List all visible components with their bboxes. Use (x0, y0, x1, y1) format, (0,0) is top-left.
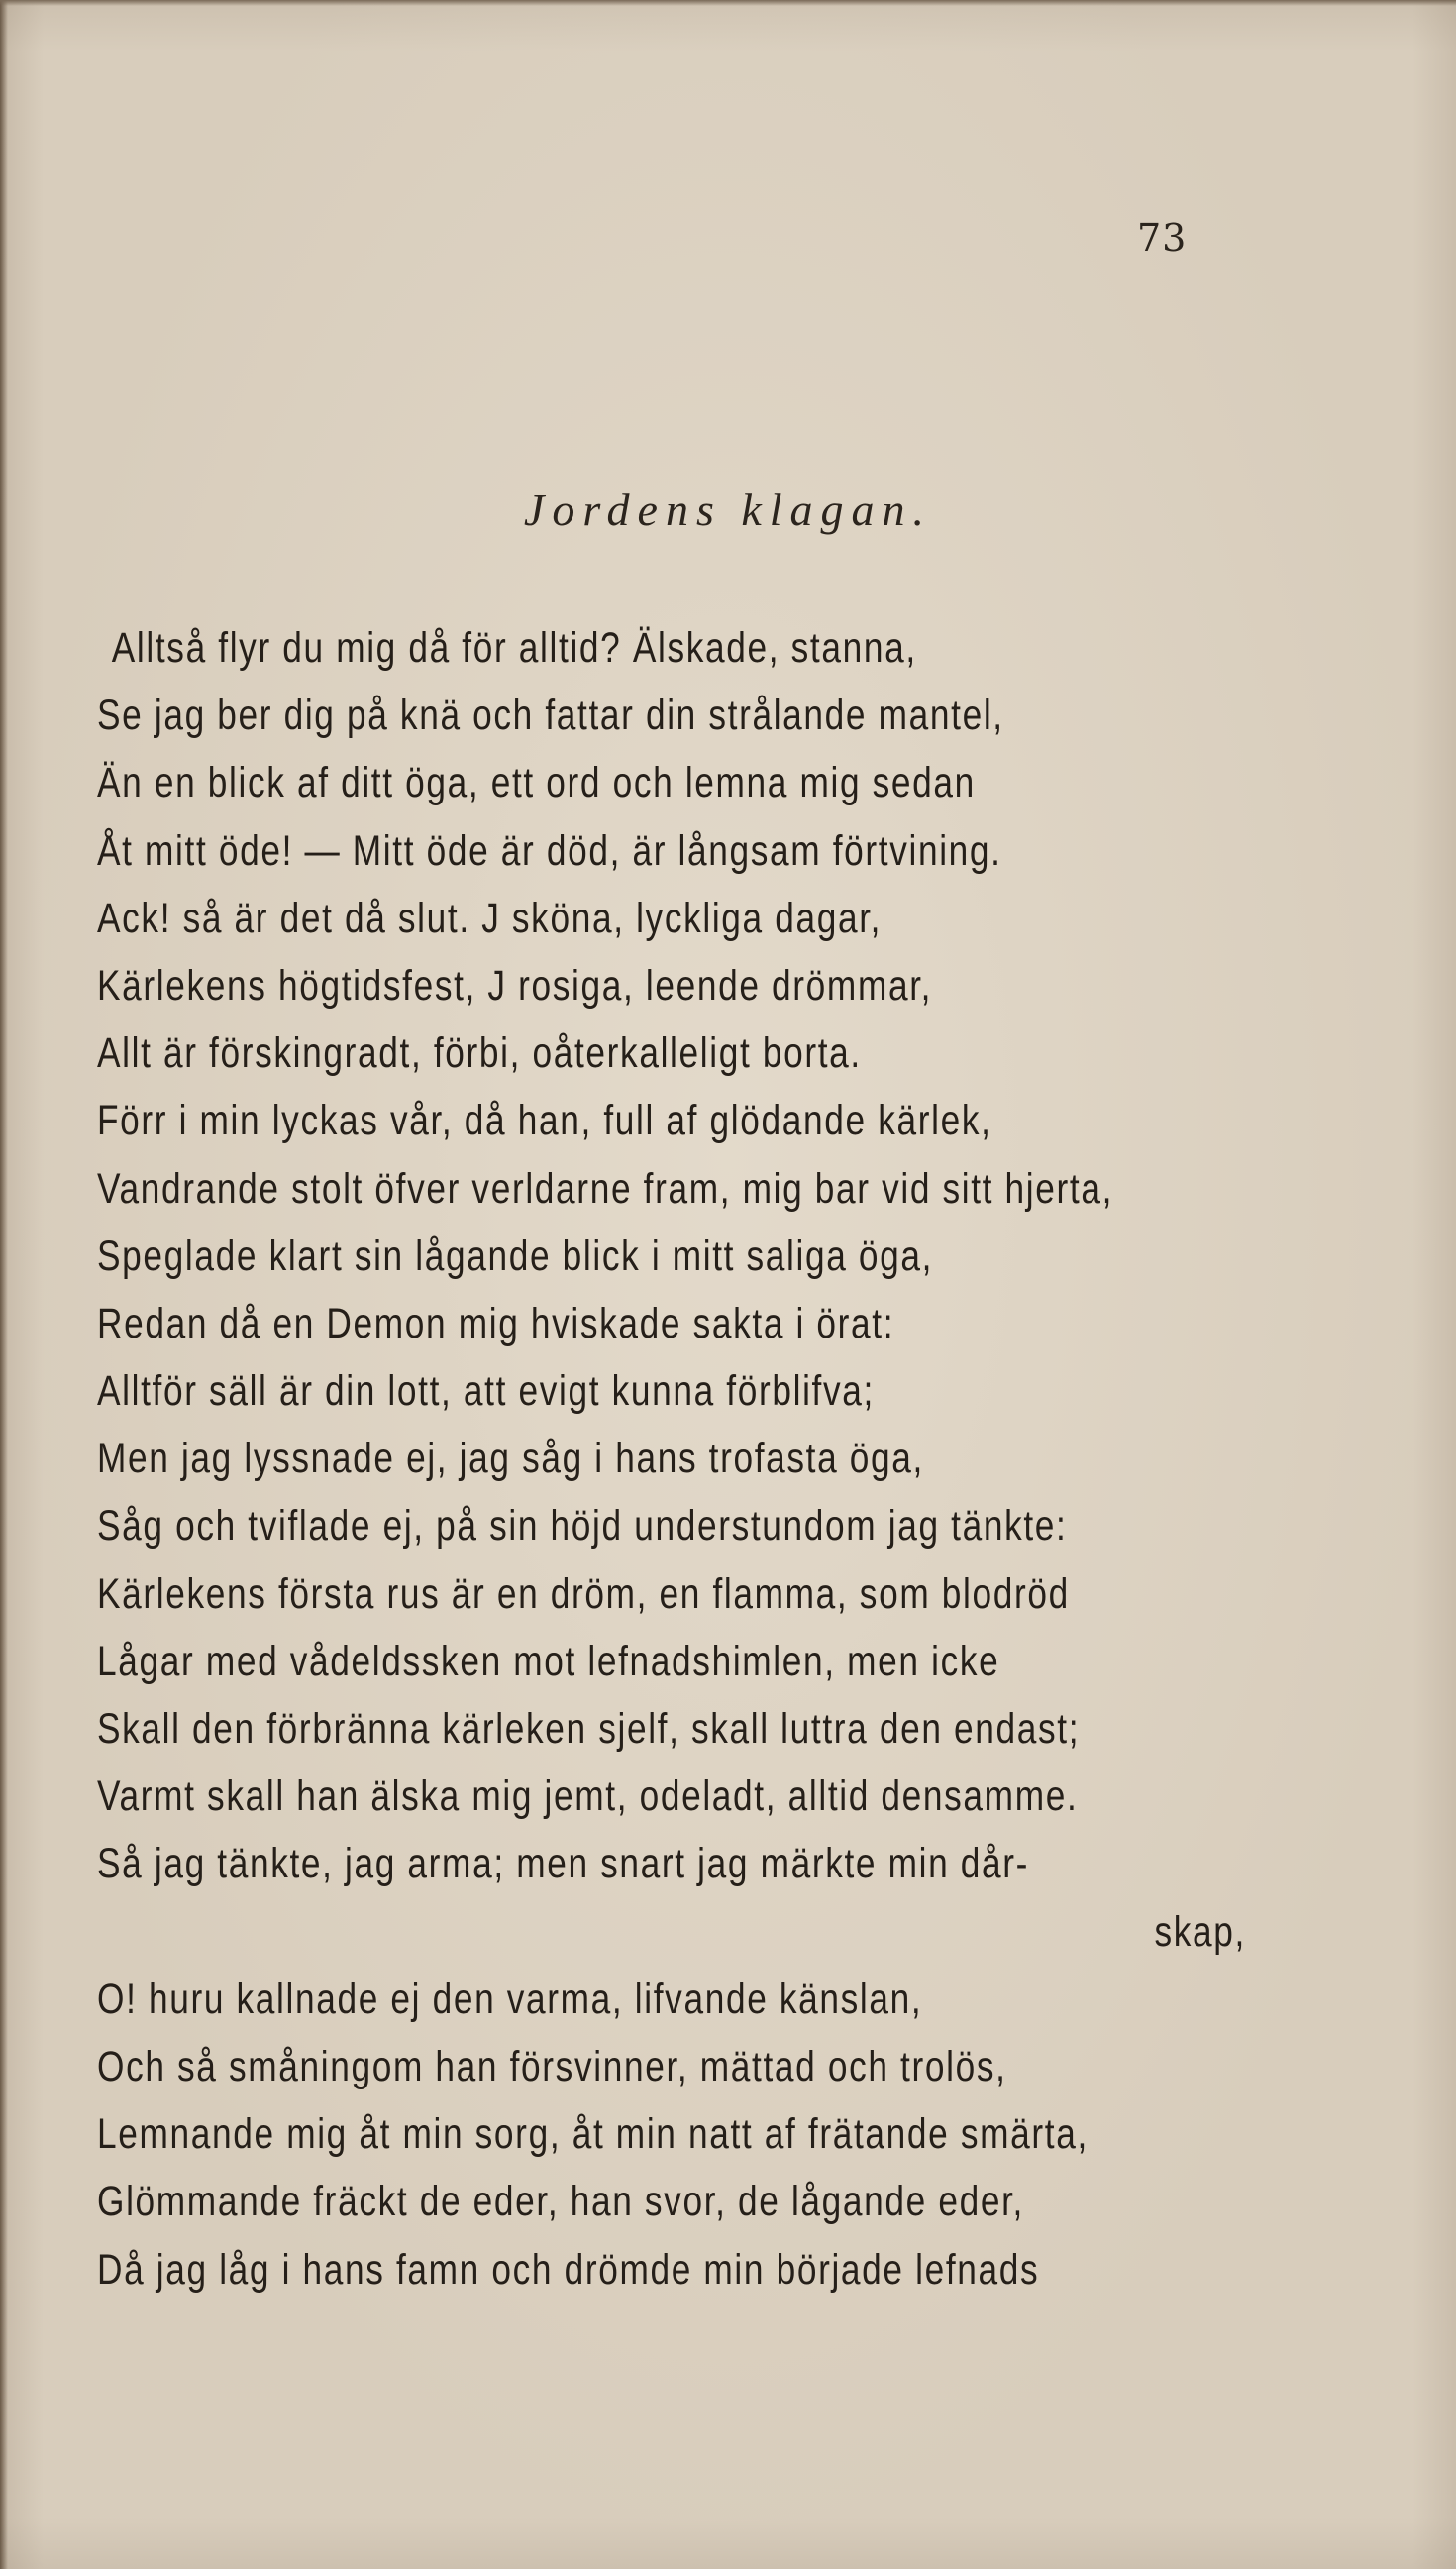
verse-line: Men jag lyssnade ej, jag såg i hans trofasta öga, (97, 1435, 924, 1483)
verse-line: O! huru kallnade ej den varma, lifvande känslan, (97, 1975, 923, 2023)
verse-line: Åt mitt öde! — Mitt öde är död, är långsam förtvining. (97, 826, 1002, 875)
verse-line: Se jag ber dig på knä och fattar din strålande mantel, (97, 692, 1004, 740)
page-top-edge (0, 0, 1456, 6)
verse-line: Redan då en Demon mig hviskade sakta i örat: (97, 1299, 895, 1347)
verse-line: Och så småningom han försvinner, mättad och trolös, (97, 2042, 1007, 2090)
verse-line: Då jag låg i hans famn och drömde min började lefnads (97, 2245, 1040, 2294)
verse-line: Glömmande fräckt de eder, han svor, de lågande eder, (97, 2178, 1024, 2226)
verse-line: Kärlekens första rus är en dröm, en flamma, som blodröd (97, 1569, 1070, 1618)
verse-line: Förr i min lyckas vår, då han, full af glödande kärlek, (97, 1097, 992, 1145)
verse-line: Varmt skall han älska mig jemt, odeladt, alltid densamme. (97, 1772, 1079, 1821)
verse-line: Än en blick af ditt öga, ett ord och lemna mig sedan (97, 759, 976, 807)
verse-line: Skall den förbränna kärleken sjelf, skall luttra den endast; (97, 1705, 1081, 1753)
page-edge-shadow (0, 0, 8, 2569)
page-number: 73 (1137, 216, 1188, 260)
verse-line: Såg och tviflade ej, på sin höjd understundom jag tänkte: (97, 1502, 1068, 1551)
verse-line-continuation: skap, (1154, 1907, 1246, 1956)
verse-line: Speglade klart sin lågande blick i mitt saliga öga, (97, 1231, 934, 1280)
poem-title: Jordens klagan. (523, 484, 933, 535)
verse-line: Vandrande stolt öfver verldarne fram, mig bar vid sitt hjerta, (97, 1164, 1114, 1213)
verse-line: Så jag tänkte, jag arma; men snart jag märkte min dår- (97, 1840, 1030, 1888)
verse-line: Lemnande mig åt min sorg, åt min natt af frätande smärta, (97, 2110, 1089, 2159)
verse-line: Lågar med vådeldssken mot lefnadshimlen, men icke (97, 1637, 1000, 1685)
verse-line: Ack! så är det då slut. J sköna, lyckliga dagar, (97, 894, 883, 942)
verse-line: Alltför säll är din lott, att evigt kunna förblifva; (97, 1367, 875, 1416)
verse-line: Kärlekens högtidsfest, J rosiga, leende drömmar, (97, 961, 933, 1010)
verse-line: Alltså flyr du mig då för alltid? Älskade, stanna, (111, 624, 917, 672)
verse-line: Allt är förskingradt, förbi, oåterkalleligt borta. (97, 1029, 862, 1078)
poem-verse (97, 614, 1246, 2303)
